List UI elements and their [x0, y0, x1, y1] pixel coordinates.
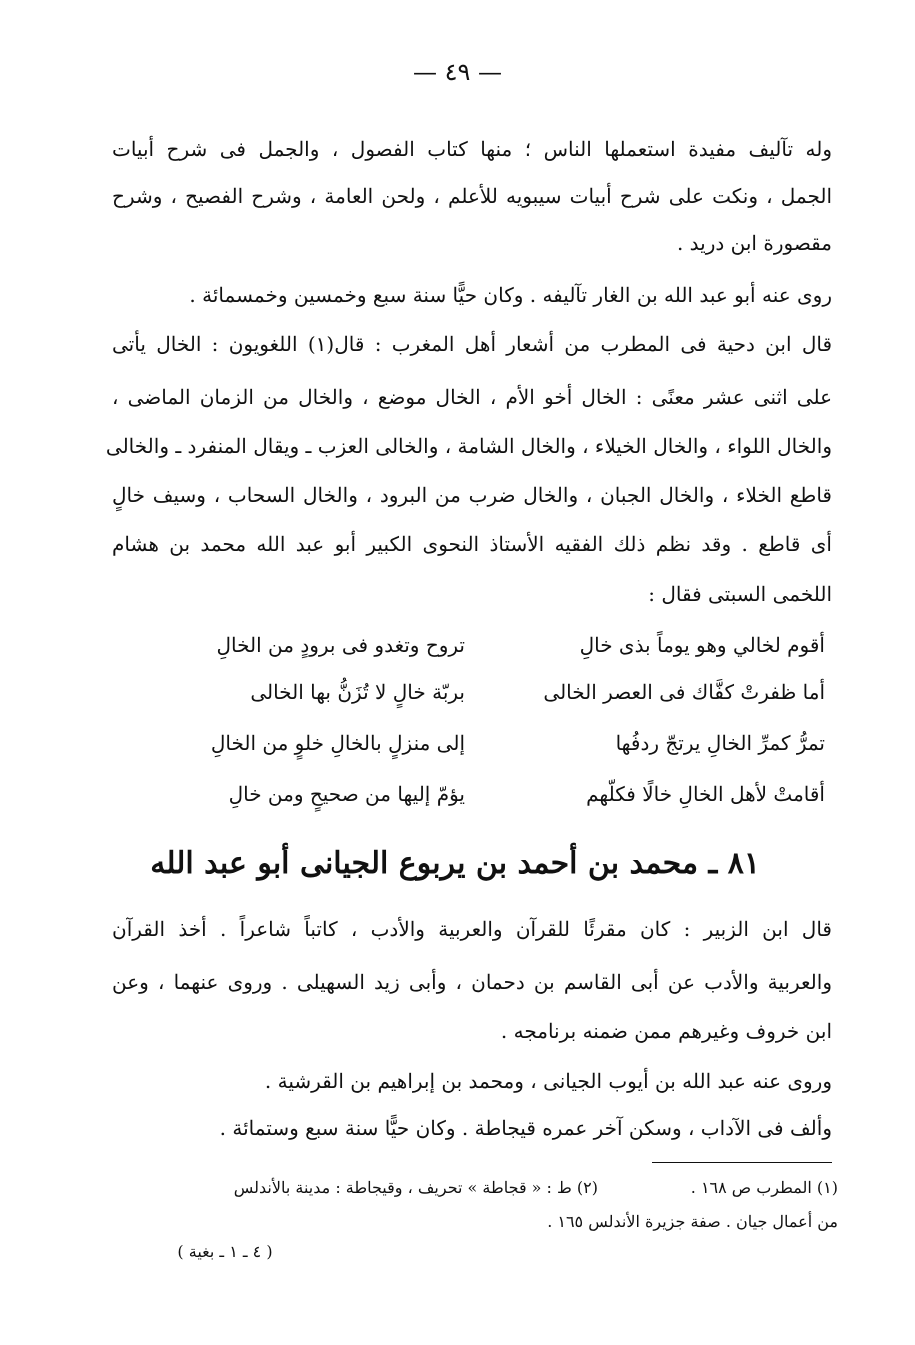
verse-first-hemistich: أقامتْ لأهل الخالِ خالًا فكلّهم [586, 782, 825, 806]
paragraph-3-line-3: والخال اللواء ، والخال الخيلاء ، والخال الشامة ، والخالى العزب ـ ويقال المنفرد ـ والخالى [105, 434, 832, 458]
verse-row [175, 628, 825, 662]
paragraph-3-line-5: أى قاطع . وقد نظم ذلك الفقيه الأستاذ النحوى الكبير أبو عبد الله محمد بن هشام [112, 532, 832, 556]
paragraph-3-line-4: قاطع الخلاء ، والخال الجبان ، والخال ضرب من البرود ، والخال السحاب ، وسيف خالٍ [112, 483, 832, 507]
paragraph-6-line-1: وألف فى الآداب ، وسكن آخر عمره قيجاطة . وكان حيًّا سنة سبع وستمائة . [219, 1116, 832, 1140]
paragraph-3-line-6: اللخمى السبتى فقال : [648, 582, 832, 606]
footnote-divider [652, 1162, 832, 1163]
paragraph-5-line-1: وروى عنه عبد الله بن أيوب الجيانى ، ومحمد بن إبراهيم بن القرشية . [264, 1069, 832, 1093]
entry-heading: ٨١ ـ محمد بن أحمد بن يربوع الجيانى أبو عبد الله [150, 846, 760, 881]
paragraph-1-line-3: مقصورة ابن دريد . [676, 231, 832, 255]
footnote-2: (٢) ط : « قجاطة » تحريف ، وقيجاطة : مدينة بالأندلس [233, 1178, 598, 1197]
page-number: — ٤٩ — [412, 58, 503, 86]
printer-signature: ( ٤ ـ ١ ـ بغية ) [177, 1242, 273, 1261]
footnote-2-continuation: من أعمال جيان . صفة جزيرة الأندلس ١٦٥ . [547, 1212, 838, 1231]
verse-row [175, 726, 825, 760]
verse-second-hemistich: بربّة خالٍ لا تُزَنُّ بها الخالى [250, 680, 465, 704]
paragraph-4-line-1: قال ابن الزبير : كان مقرئًا للقرآن والعربية والأدب ، كاتباً شاعراً . أخذ القرآن [112, 917, 832, 941]
verse-row [175, 777, 825, 811]
paragraph-4-line-2: والعربية والأدب عن أبى القاسم بن دحمان ، وأبى زيد السهيلى . وروى عنهما ، وعن [112, 970, 832, 994]
footnote-1: (١) المطرب ص ١٦٨ . [690, 1178, 838, 1197]
verse-first-hemistich: تمرُّ كمرِّ الخالِ يرتجّ ردفُها [615, 731, 825, 755]
verse-second-hemistich: إلى منزلٍ بالخالِ خلوٍ من الخالِ [210, 731, 465, 755]
verse-second-hemistich: يؤمّ إليها من صحيحٍ ومن خالِ [228, 782, 465, 806]
paragraph-3-line-1: قال ابن دحية فى المطرب من أشعار أهل المغرب : قال(١) اللغويون : الخال يأتى [112, 332, 833, 356]
verse-first-hemistich: أما ظفرتْ كفَّاك فى العصر الخالى [543, 680, 825, 704]
verse-second-hemistich: تروح وتغدو فى برودٍ من الخالِ [216, 633, 465, 657]
verse-row [175, 675, 825, 709]
paragraph-4-line-3: ابن خروف وغيرهم ممن ضمنه برنامجه . [500, 1019, 832, 1043]
verse-first-hemistich: أقوم لخالي وهو يوماً بذى خالِ [579, 633, 825, 657]
paragraph-2-line-1: روى عنه أبو عبد الله بن الغار تآليفه . وكان حيًّا سنة سبع وخمسين وخمسمائة . [189, 283, 832, 307]
paragraph-1-line-2: الجمل ، ونكت على شرح أبيات سيبويه للأعلم ، ولحن العامة ، وشرح الفصيح ، وشرح [112, 184, 832, 208]
paragraph-1-line-1: وله تآليف مفيدة استعملها الناس ؛ منها كتاب الفصول ، والجمل فى شرح أبيات [112, 137, 832, 161]
paragraph-3-line-2: على اثنى عشر معنًى : الخال أخو الأم ، الخال موضع ، والخال من الزمان الماضى ، [112, 385, 832, 409]
